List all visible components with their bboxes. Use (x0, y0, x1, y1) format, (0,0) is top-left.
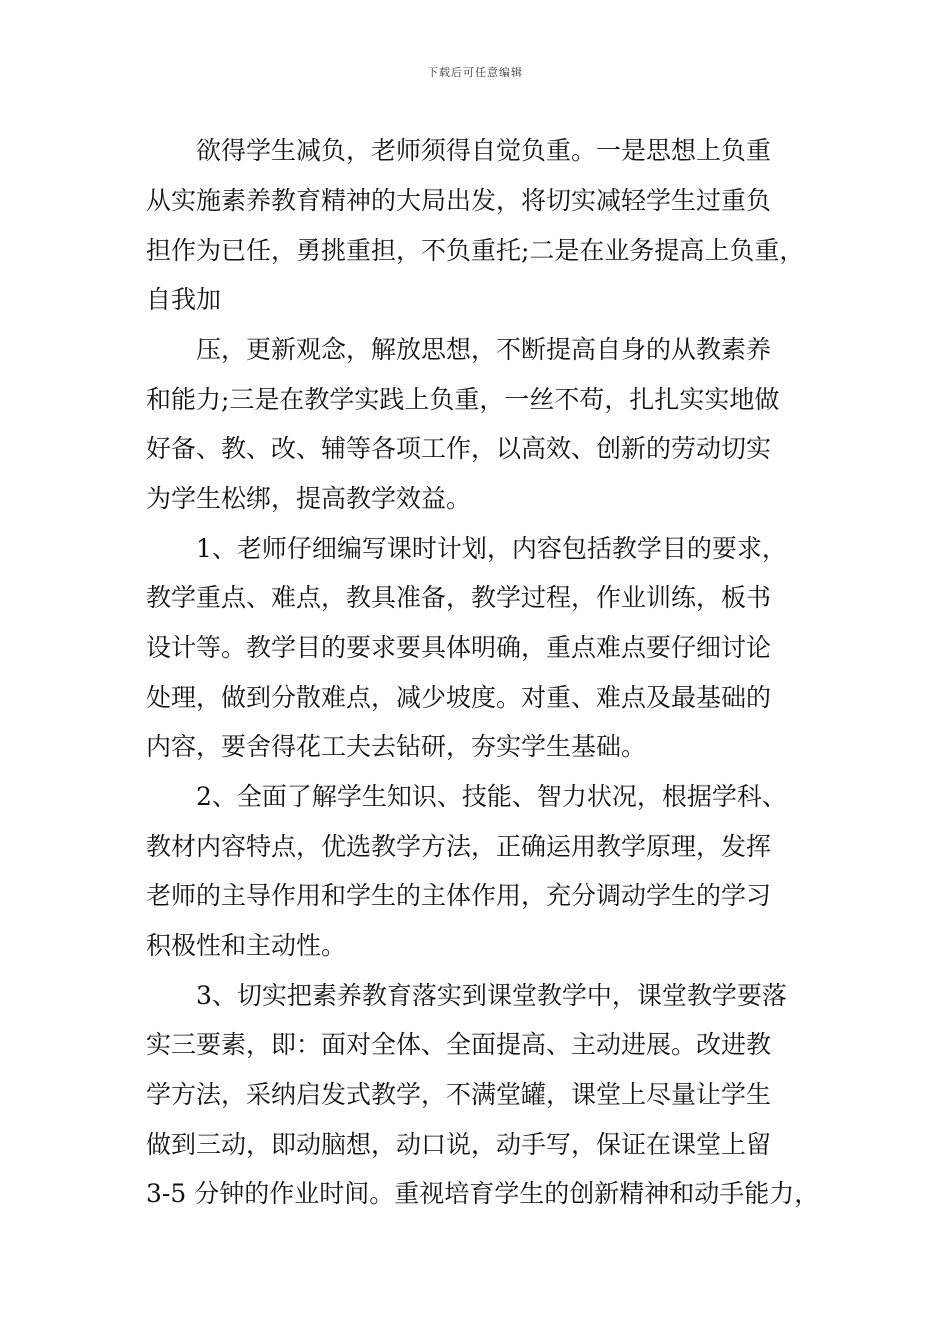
text-line: 老师的主导作用和学生的主体作用，充分调动学生的学习 (146, 881, 772, 910)
text-line: 教学重点、难点，教具准备，教学过程，作业训练，板书 (146, 583, 772, 612)
text-line: 内容，要舍得花工夫去钻研，夯实学生基础。 (146, 732, 647, 761)
text-line: 3、切实把素养教育落实到课堂教学中，课堂教学要落 (196, 981, 787, 1010)
text-line: 处理，做到分散难点，减少坡度。对重、难点及最基础的 (146, 683, 772, 712)
text-line: 从实施素养教育精神的大局出发，将切实减轻学生过重负 (146, 186, 772, 215)
text-line: 欲得学生减负，老师须得自觉负重。一是思想上负重 (196, 136, 772, 165)
text-line: 压，更新观念，解放思想，不断提高自身的从教素养 (196, 335, 772, 364)
text-line: 3-5 分钟的作业时间。重视培育学生的创新精神和动手能力， (146, 1179, 820, 1208)
text-line: 设计等。教学目的要求要具体明确，重点难点要仔细讨论 (146, 633, 772, 662)
text-line: 好备、教、改、辅等各项工作，以高效、创新的劳动切实 (146, 434, 772, 463)
text-line: 2、全面了解学生知识、技能、智力状况，根据学科、 (196, 782, 787, 811)
text-line: 学方法，采纳启发式教学，不满堂罐，课堂上尽量让学生 (146, 1080, 772, 1109)
text-line: 和能力;三是在教学实践上负重，一丝不苟，扎扎实实地做 (146, 385, 780, 414)
text-line: 为学生松绑，提高教学效益。 (146, 484, 472, 513)
text-line: 做到三动，即动脑想，动口说，动手写，保证在课堂上留 (146, 1130, 772, 1159)
header-note: 下载后可任意编辑 (427, 66, 523, 79)
text-line: 担作为已任，勇挑重担，不负重托;二是在业务提高上负重， (146, 236, 805, 265)
text-line: 1、老师仔细编写课时计划，内容包括教学目的要求， (196, 534, 787, 563)
text-line: 自我加 (146, 285, 222, 314)
text-line: 积极性和主动性。 (146, 931, 347, 960)
text-line: 教材内容特点，优选教学方法，正确运用教学原理，发挥 (146, 832, 772, 861)
text-line: 实三要素，即：面对全体、全面提高、主动进展。改进教 (146, 1030, 772, 1059)
